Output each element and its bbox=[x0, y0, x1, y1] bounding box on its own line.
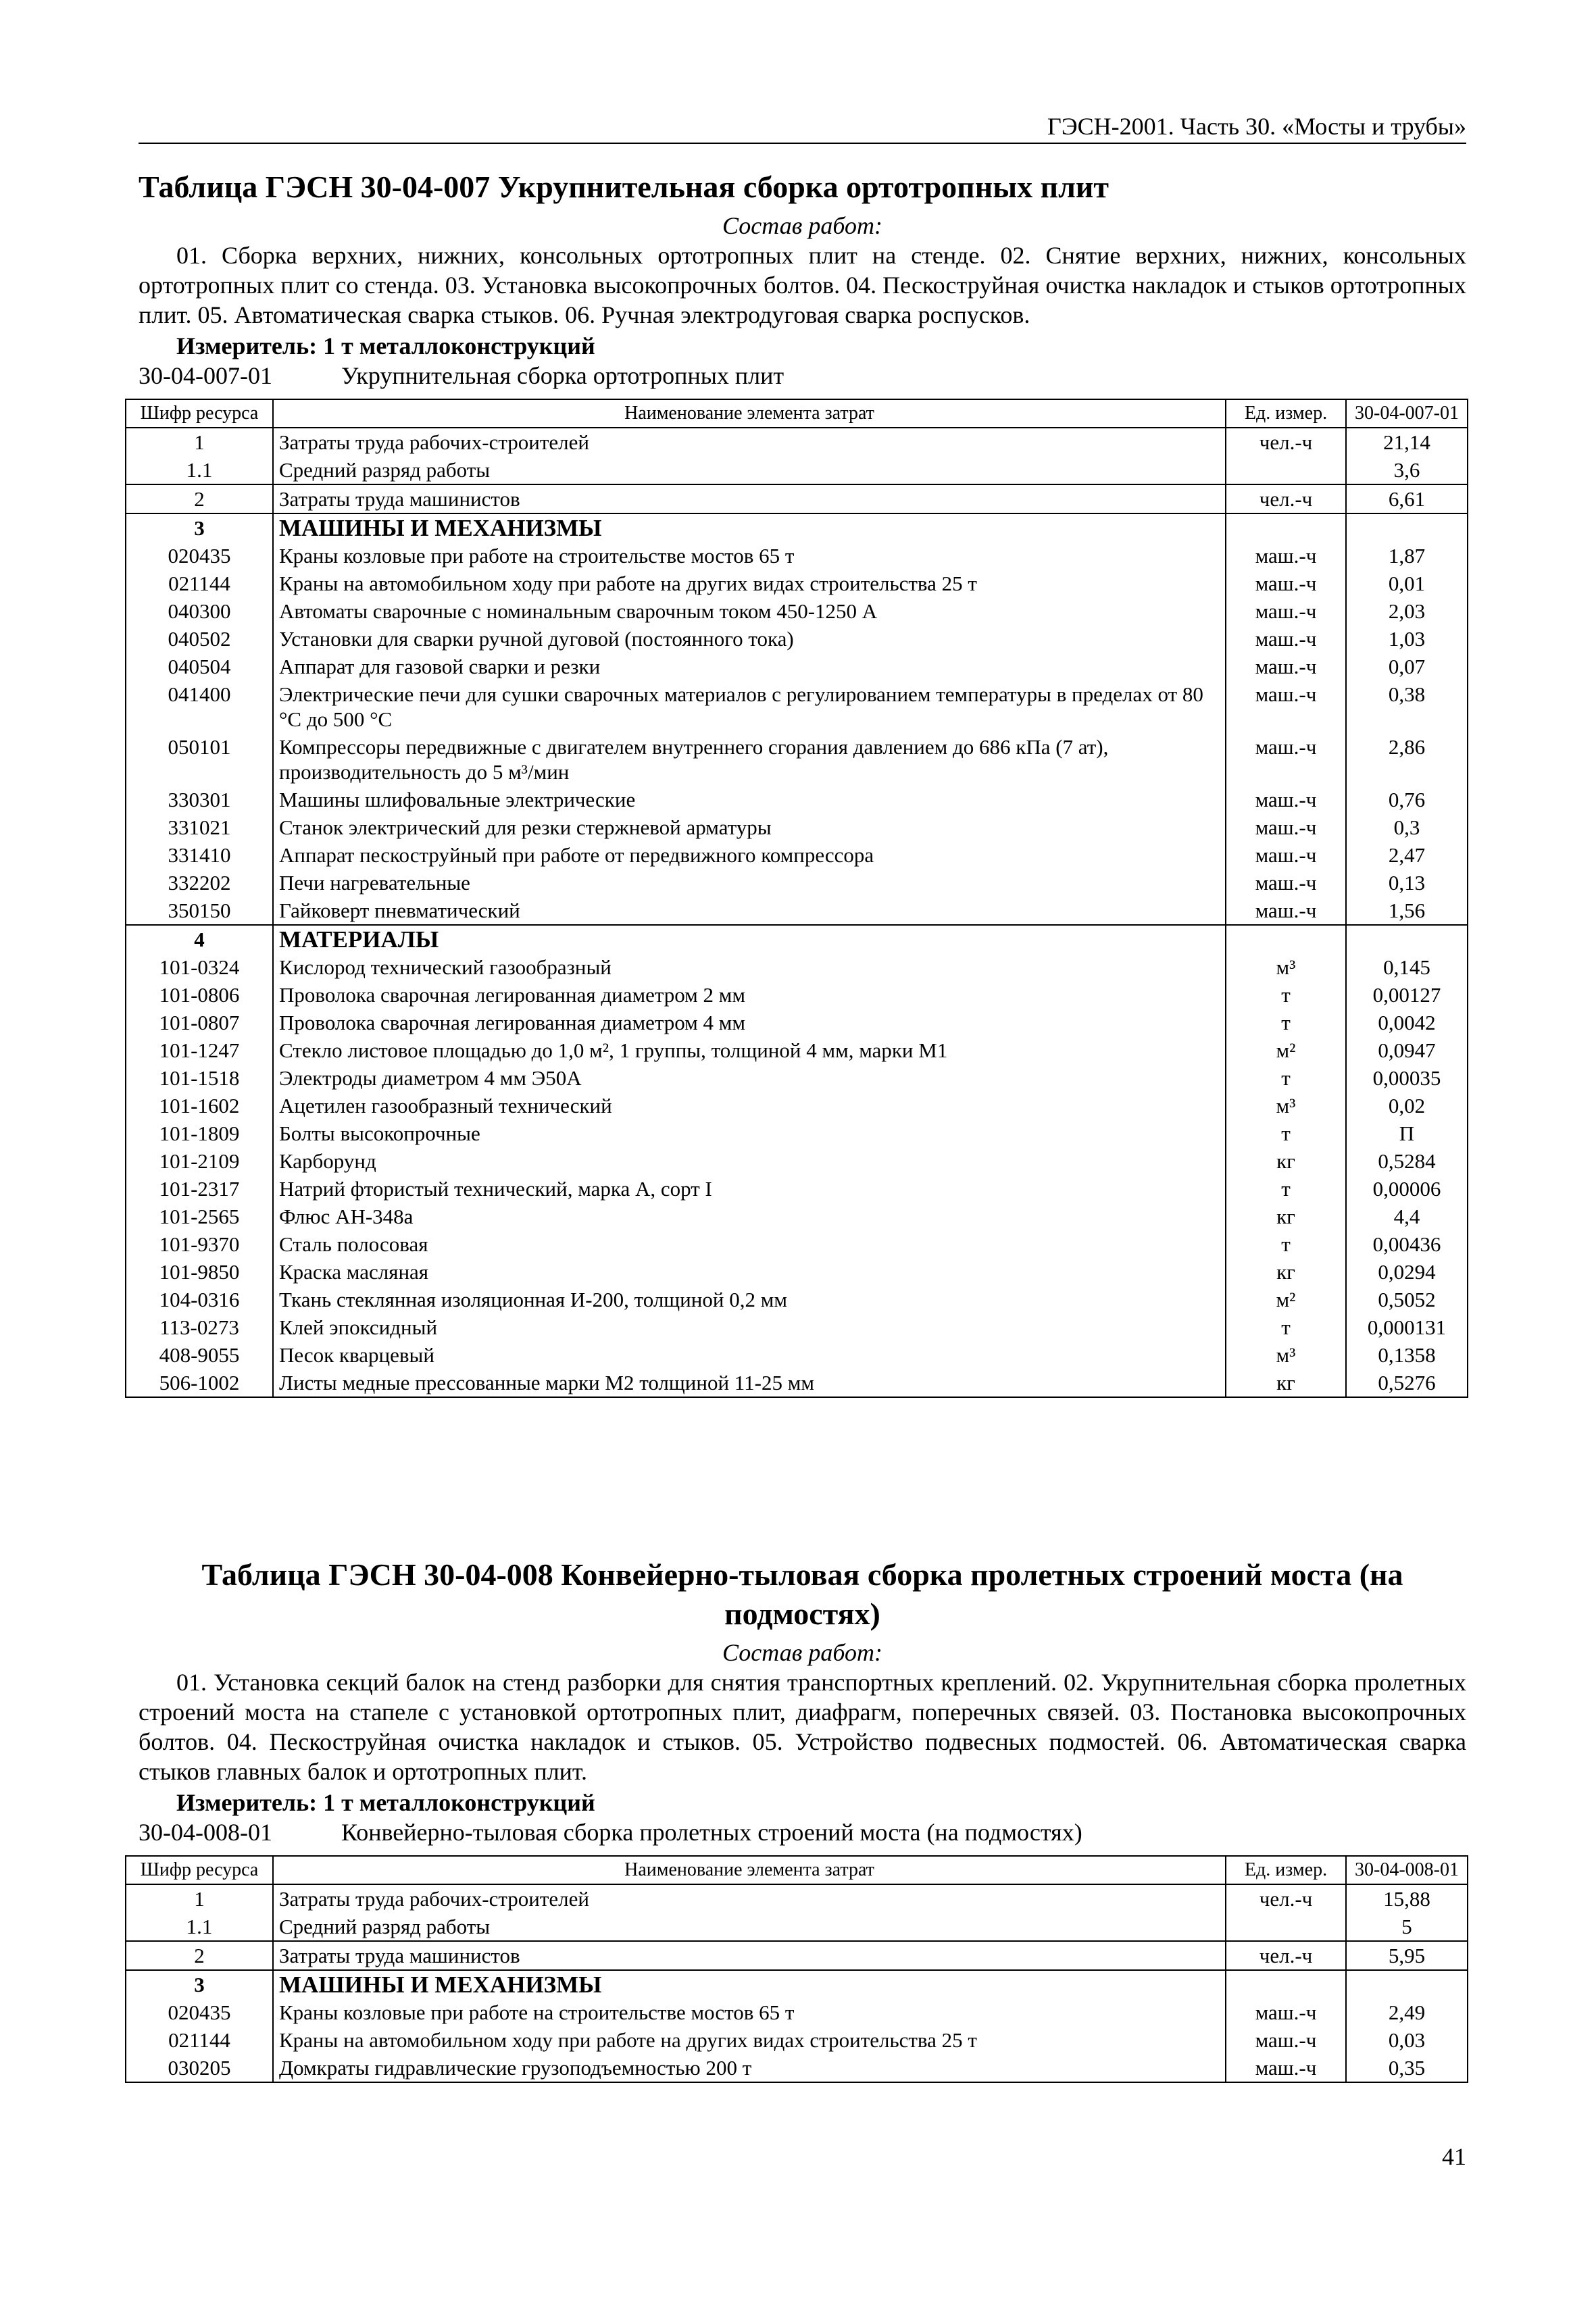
norm-value: 0,5284 bbox=[1346, 1147, 1468, 1175]
table-row bbox=[126, 733, 1468, 786]
composition-heading: Состав работ: bbox=[722, 212, 882, 239]
resource-name: Средний разряд работы bbox=[273, 456, 1226, 484]
resource-unit: т bbox=[1226, 1230, 1346, 1258]
col-header-unit: Ед. измер. bbox=[1226, 399, 1346, 428]
resource-code: 101-2317 bbox=[126, 1175, 273, 1203]
resource-code: 030205 bbox=[126, 2054, 273, 2082]
norm-value bbox=[1346, 1970, 1468, 1998]
resource-unit: маш.-ч bbox=[1226, 733, 1346, 786]
resource-code: 1.1 bbox=[126, 1913, 273, 1941]
table-row bbox=[126, 1092, 1468, 1120]
resource-name: Домкраты гидравлические грузоподъемностью 200 т bbox=[273, 2054, 1226, 2082]
resource-unit: т bbox=[1226, 1009, 1346, 1036]
resource-name: Песок кварцевый bbox=[273, 1341, 1226, 1369]
resource-unit: маш.-ч bbox=[1226, 1998, 1346, 2026]
resource-code: 050101 bbox=[126, 733, 273, 786]
norm-value: 2,47 bbox=[1346, 841, 1468, 869]
resource-name: Компрессоры передвижные с двигателем внутреннего сгорания давлением до 686 кПа (7 ат), производительность до 5 м³/мин bbox=[273, 733, 1226, 786]
resource-name: Автоматы сварочные с номинальным сварочным током 450-1250 А bbox=[273, 597, 1226, 625]
resource-name: Краны козловые при работе на строительстве мостов 65 т bbox=[273, 542, 1226, 570]
resource-name: Ткань стеклянная изоляционная И-200, толщиной 0,2 мм bbox=[273, 1286, 1226, 1313]
resource-code: 1 bbox=[126, 1884, 273, 1913]
resource-unit: маш.-ч bbox=[1226, 542, 1346, 570]
resource-unit: м² bbox=[1226, 1286, 1346, 1313]
table-row bbox=[126, 1970, 1468, 1998]
table-row bbox=[126, 1286, 1468, 1313]
table-row bbox=[126, 1369, 1468, 1397]
resource-code: 331410 bbox=[126, 841, 273, 869]
table-row bbox=[126, 625, 1468, 653]
resource-name: Краны козловые при работе на строительстве мостов 65 т bbox=[273, 1998, 1226, 2026]
table-row bbox=[126, 1009, 1468, 1036]
norm-code: 30-04-008-01 bbox=[139, 1819, 272, 1846]
resource-unit: маш.-ч bbox=[1226, 841, 1346, 869]
resource-code: 331021 bbox=[126, 813, 273, 841]
resource-name: Печи нагревательные bbox=[273, 869, 1226, 897]
composition-text: 01. Установка секций балок на стенд разборки для снятия транспортных креплений. 02. Укрупнительная сборка пролетных строений моста на стапеле с установкой ортотропных плит, диафрагм, поперечных связей. 03. Постановка высокопрочных болтов. 04. Пескоструйная очистка накладок и стыков. 05. Устройство подвесных подмостей. 06. Автоматическая сварка стыков главных балок и ортотропных плит. bbox=[139, 1669, 1466, 1785]
table-row bbox=[126, 2054, 1468, 2082]
resource-name: Кислород технический газообразный bbox=[273, 953, 1226, 981]
resource-unit: маш.-ч bbox=[1226, 680, 1346, 733]
col-header-name: Наименование элемента затрат bbox=[273, 399, 1226, 428]
col-header-code: Шифр ресурса bbox=[126, 399, 273, 428]
resource-unit: маш.-ч bbox=[1226, 869, 1346, 897]
norm-table bbox=[125, 399, 1468, 1398]
norm-value: 0,0294 bbox=[1346, 1258, 1468, 1286]
table-row bbox=[126, 653, 1468, 680]
table-row bbox=[126, 597, 1468, 625]
table-row bbox=[126, 428, 1468, 456]
resource-code: 101-1518 bbox=[126, 1064, 273, 1092]
table-row bbox=[126, 1913, 1468, 1941]
resource-unit: т bbox=[1226, 1064, 1346, 1092]
norm-subheading bbox=[139, 1817, 1466, 1847]
norm-value: 5,95 bbox=[1346, 1941, 1468, 1970]
resource-unit: м³ bbox=[1226, 1341, 1346, 1369]
norm-value: 0,00006 bbox=[1346, 1175, 1468, 1203]
resource-code: 040504 bbox=[126, 653, 273, 680]
resource-name: Листы медные прессованные марки М2 толщиной 11-25 мм bbox=[273, 1369, 1226, 1397]
resource-code: 4 bbox=[126, 925, 273, 953]
norm-value: 2,03 bbox=[1346, 597, 1468, 625]
table-title: Таблица ГЭСН 30-04-008 Конвейерно-тыловая сборка пролетных строений моста (на подмостях) bbox=[201, 1557, 1403, 1631]
resource-name: Карборунд bbox=[273, 1147, 1226, 1175]
norm-value: 0,02 bbox=[1346, 1092, 1468, 1120]
resource-unit bbox=[1226, 1913, 1346, 1941]
resource-code: 408-9055 bbox=[126, 1341, 273, 1369]
resource-code: 101-2565 bbox=[126, 1203, 273, 1230]
resource-name: МАШИНЫ И МЕХАНИЗМЫ bbox=[273, 513, 1226, 542]
table-row bbox=[126, 786, 1468, 813]
table-row bbox=[126, 570, 1468, 597]
resource-unit: кг bbox=[1226, 1369, 1346, 1397]
composition-heading: Состав работ: bbox=[722, 1639, 882, 1666]
resource-unit: кг bbox=[1226, 1203, 1346, 1230]
norm-value: 5 bbox=[1346, 1913, 1468, 1941]
resource-name: Сталь полосовая bbox=[273, 1230, 1226, 1258]
table-row bbox=[126, 1230, 1468, 1258]
col-header-unit: Ед. измер. bbox=[1226, 1856, 1346, 1884]
resource-code: 330301 bbox=[126, 786, 273, 813]
resource-name: Затраты труда рабочих-строителей bbox=[273, 428, 1226, 456]
resource-name: Краска масляная bbox=[273, 1258, 1226, 1286]
table-row bbox=[126, 542, 1468, 570]
resource-code: 350150 bbox=[126, 897, 273, 925]
resource-unit: т bbox=[1226, 1313, 1346, 1341]
resource-name: Натрий фтористый технический, марка А, сорт I bbox=[273, 1175, 1226, 1203]
resource-name: Затраты труда машинистов bbox=[273, 1941, 1226, 1970]
resource-unit: т bbox=[1226, 1120, 1346, 1147]
table-row bbox=[126, 1313, 1468, 1341]
resource-name: Краны на автомобильном ходу при работе на других видах строительства 25 т bbox=[273, 570, 1226, 597]
norm-value: 0,145 bbox=[1346, 953, 1468, 981]
resource-name: Болты высокопрочные bbox=[273, 1120, 1226, 1147]
resource-code: 506-1002 bbox=[126, 1369, 273, 1397]
resource-unit: чел.-ч bbox=[1226, 1941, 1346, 1970]
norm-value: 0,35 bbox=[1346, 2054, 1468, 2082]
resource-code: 020435 bbox=[126, 1998, 273, 2026]
resource-unit: маш.-ч bbox=[1226, 625, 1346, 653]
resource-name: Установки для сварки ручной дуговой (постоянного тока) bbox=[273, 625, 1226, 653]
table-row bbox=[126, 869, 1468, 897]
norm-table bbox=[125, 1855, 1468, 2083]
table-row bbox=[126, 1175, 1468, 1203]
resource-unit: чел.-ч bbox=[1226, 484, 1346, 513]
resource-name: Электроды диаметром 4 мм Э50А bbox=[273, 1064, 1226, 1092]
resource-name: Затраты труда машинистов bbox=[273, 484, 1226, 513]
norm-subheading bbox=[139, 361, 1466, 391]
resource-name: Электрические печи для сушки сварочных материалов с регулированием температуры в пределах от 80 °С до 500 °С bbox=[273, 680, 1226, 733]
norm-value: 0,1358 bbox=[1346, 1341, 1468, 1369]
table-row bbox=[126, 841, 1468, 869]
resource-code: 101-2109 bbox=[126, 1147, 273, 1175]
resource-unit bbox=[1226, 456, 1346, 484]
page-number: 41 bbox=[1442, 2143, 1466, 2170]
norm-value: 0,38 bbox=[1346, 680, 1468, 733]
resource-unit: кг bbox=[1226, 1258, 1346, 1286]
resource-code: 101-1809 bbox=[126, 1120, 273, 1147]
norm-value: 0,13 bbox=[1346, 869, 1468, 897]
resource-code: 101-1247 bbox=[126, 1036, 273, 1064]
norm-value: 15,88 bbox=[1346, 1884, 1468, 1913]
resource-unit: маш.-ч bbox=[1226, 653, 1346, 680]
resource-unit: маш.-ч bbox=[1226, 2054, 1346, 2082]
table-row bbox=[126, 1258, 1468, 1286]
resource-name: Машины шлифовальные электрические bbox=[273, 786, 1226, 813]
norm-value: 21,14 bbox=[1346, 428, 1468, 456]
table-row bbox=[126, 953, 1468, 981]
norm-value: 0,00035 bbox=[1346, 1064, 1468, 1092]
resource-unit: маш.-ч bbox=[1226, 897, 1346, 925]
norm-value: 0,5276 bbox=[1346, 1369, 1468, 1397]
measure-unit: Измеритель: 1 т металлоконструкций bbox=[176, 1789, 595, 1816]
norm-value: 0,0042 bbox=[1346, 1009, 1468, 1036]
table-section-30-04-007 bbox=[139, 168, 1466, 1398]
resource-name: Клей эпоксидный bbox=[273, 1313, 1226, 1341]
table-row bbox=[126, 981, 1468, 1009]
table-row bbox=[126, 2026, 1468, 2054]
resource-unit bbox=[1226, 925, 1346, 953]
norm-value: 0,03 bbox=[1346, 2026, 1468, 2054]
resource-code: 113-0273 bbox=[126, 1313, 273, 1341]
resource-code: 101-0324 bbox=[126, 953, 273, 981]
table-row bbox=[126, 813, 1468, 841]
table-title: Таблица ГЭСН 30-04-007 Укрупнительная сборка ортотропных плит bbox=[139, 170, 1109, 204]
norm-value: 0,00436 bbox=[1346, 1230, 1468, 1258]
table-row bbox=[126, 925, 1468, 953]
table-row bbox=[126, 513, 1468, 542]
resource-code: 021144 bbox=[126, 2026, 273, 2054]
table-row bbox=[126, 897, 1468, 925]
resource-name: Краны на автомобильном ходу при работе на других видах строительства 25 т bbox=[273, 2026, 1226, 2054]
resource-unit: маш.-ч bbox=[1226, 2026, 1346, 2054]
resource-code: 101-0806 bbox=[126, 981, 273, 1009]
resource-code: 021144 bbox=[126, 570, 273, 597]
resource-name: Станок электрический для резки стержневой арматуры bbox=[273, 813, 1226, 841]
col-header-norm: 30-04-008-01 bbox=[1346, 1856, 1468, 1884]
table-row bbox=[126, 1036, 1468, 1064]
measure-unit: Измеритель: 1 т металлоконструкций bbox=[176, 332, 595, 359]
col-header-code: Шифр ресурса bbox=[126, 1856, 273, 1884]
resource-name: Проволока сварочная легированная диаметром 4 мм bbox=[273, 1009, 1226, 1036]
norm-value: 0,3 bbox=[1346, 813, 1468, 841]
norm-value bbox=[1346, 513, 1468, 542]
norm-value: 0,5052 bbox=[1346, 1286, 1468, 1313]
table-row bbox=[126, 1941, 1468, 1970]
norm-value: 2,49 bbox=[1346, 1998, 1468, 2026]
table-row bbox=[126, 1341, 1468, 1369]
norm-value: 1,87 bbox=[1346, 542, 1468, 570]
resource-unit bbox=[1226, 513, 1346, 542]
resource-unit: кг bbox=[1226, 1147, 1346, 1175]
resource-name: Проволока сварочная легированная диаметром 2 мм bbox=[273, 981, 1226, 1009]
norm-value: 4,4 bbox=[1346, 1203, 1468, 1230]
resource-name: Затраты труда рабочих-строителей bbox=[273, 1884, 1226, 1913]
resource-code: 1.1 bbox=[126, 456, 273, 484]
norm-value: 0,07 bbox=[1346, 653, 1468, 680]
table-row bbox=[126, 1120, 1468, 1147]
norm-value: 1,03 bbox=[1346, 625, 1468, 653]
norm-name: Укрупнительная сборка ортотропных плит bbox=[341, 362, 784, 389]
col-header-name: Наименование элемента затрат bbox=[273, 1856, 1226, 1884]
resource-unit bbox=[1226, 1970, 1346, 1998]
norm-value: 0,76 bbox=[1346, 786, 1468, 813]
resource-code: 040300 bbox=[126, 597, 273, 625]
resource-unit: маш.-ч bbox=[1226, 786, 1346, 813]
resource-name: Аппарат пескоструйный при работе от передвижного компрессора bbox=[273, 841, 1226, 869]
resource-code: 1 bbox=[126, 428, 273, 456]
table-section-30-04-008 bbox=[139, 1555, 1466, 2083]
norm-value: 0,01 bbox=[1346, 570, 1468, 597]
resource-unit: м³ bbox=[1226, 953, 1346, 981]
norm-value: 2,86 bbox=[1346, 733, 1468, 786]
resource-code: 2 bbox=[126, 1941, 273, 1970]
resource-name: МАШИНЫ И МЕХАНИЗМЫ bbox=[273, 1970, 1226, 1998]
resource-code: 020435 bbox=[126, 542, 273, 570]
resource-name: Аппарат для газовой сварки и резки bbox=[273, 653, 1226, 680]
resource-code: 041400 bbox=[126, 680, 273, 733]
norm-value bbox=[1346, 925, 1468, 953]
table-row bbox=[126, 1884, 1468, 1913]
resource-name: Средний разряд работы bbox=[273, 1913, 1226, 1941]
norm-value: 0,00127 bbox=[1346, 981, 1468, 1009]
table-row bbox=[126, 484, 1468, 513]
norm-value: 0,0947 bbox=[1346, 1036, 1468, 1064]
resource-code: 104-0316 bbox=[126, 1286, 273, 1313]
table-row bbox=[126, 1064, 1468, 1092]
resource-code: 101-0807 bbox=[126, 1009, 273, 1036]
table-row bbox=[126, 680, 1468, 733]
resource-unit: м² bbox=[1226, 1036, 1346, 1064]
table-row bbox=[126, 1998, 1468, 2026]
norm-name: Конвейерно-тыловая сборка пролетных строений моста (на подмостях) bbox=[341, 1819, 1082, 1846]
norm-value: 6,61 bbox=[1346, 484, 1468, 513]
resource-code: 040502 bbox=[126, 625, 273, 653]
col-header-norm: 30-04-007-01 bbox=[1346, 399, 1468, 428]
resource-name: МАТЕРИАЛЫ bbox=[273, 925, 1226, 953]
running-header: ГЭСН-2001. Часть 30. «Мосты и трубы» bbox=[139, 111, 1466, 144]
table-row bbox=[126, 456, 1468, 484]
resource-unit: маш.-ч bbox=[1226, 813, 1346, 841]
resource-unit: чел.-ч bbox=[1226, 428, 1346, 456]
composition-text: 01. Сборка верхних, нижних, консольных ортотропных плит на стенде. 02. Снятие верхних, нижних, консольных ортотропных плит со стенда. 03. Установка высокопрочных болтов. 04. Пескоструйная очистка накладок и стыков ортотропных плит. 05. Автоматическая сварка стыков. 06. Ручная электродуговая сварка роспусков. bbox=[139, 242, 1466, 328]
resource-unit: т bbox=[1226, 1175, 1346, 1203]
resource-unit: т bbox=[1226, 981, 1346, 1009]
resource-name: Стекло листовое площадью до 1,0 м², 1 группы, толщиной 4 мм, марки М1 bbox=[273, 1036, 1226, 1064]
resource-name: Ацетилен газообразный технический bbox=[273, 1092, 1226, 1120]
norm-value: 0,000131 bbox=[1346, 1313, 1468, 1341]
resource-code: 332202 bbox=[126, 869, 273, 897]
resource-unit: маш.-ч bbox=[1226, 570, 1346, 597]
resource-code: 2 bbox=[126, 484, 273, 513]
table-row bbox=[126, 1203, 1468, 1230]
resource-code: 3 bbox=[126, 1970, 273, 1998]
resource-name: Флюс АН-348а bbox=[273, 1203, 1226, 1230]
resource-unit: м³ bbox=[1226, 1092, 1346, 1120]
resource-code: 101-9370 bbox=[126, 1230, 273, 1258]
resource-unit: чел.-ч bbox=[1226, 1884, 1346, 1913]
resource-code: 101-1602 bbox=[126, 1092, 273, 1120]
norm-value: 3,6 bbox=[1346, 456, 1468, 484]
norm-code: 30-04-007-01 bbox=[139, 362, 272, 389]
norm-value: 1,56 bbox=[1346, 897, 1468, 925]
resource-name: Гайковерт пневматический bbox=[273, 897, 1226, 925]
resource-code: 101-9850 bbox=[126, 1258, 273, 1286]
resource-unit: маш.-ч bbox=[1226, 597, 1346, 625]
resource-code: 3 bbox=[126, 513, 273, 542]
norm-value: П bbox=[1346, 1120, 1468, 1147]
table-row bbox=[126, 1147, 1468, 1175]
